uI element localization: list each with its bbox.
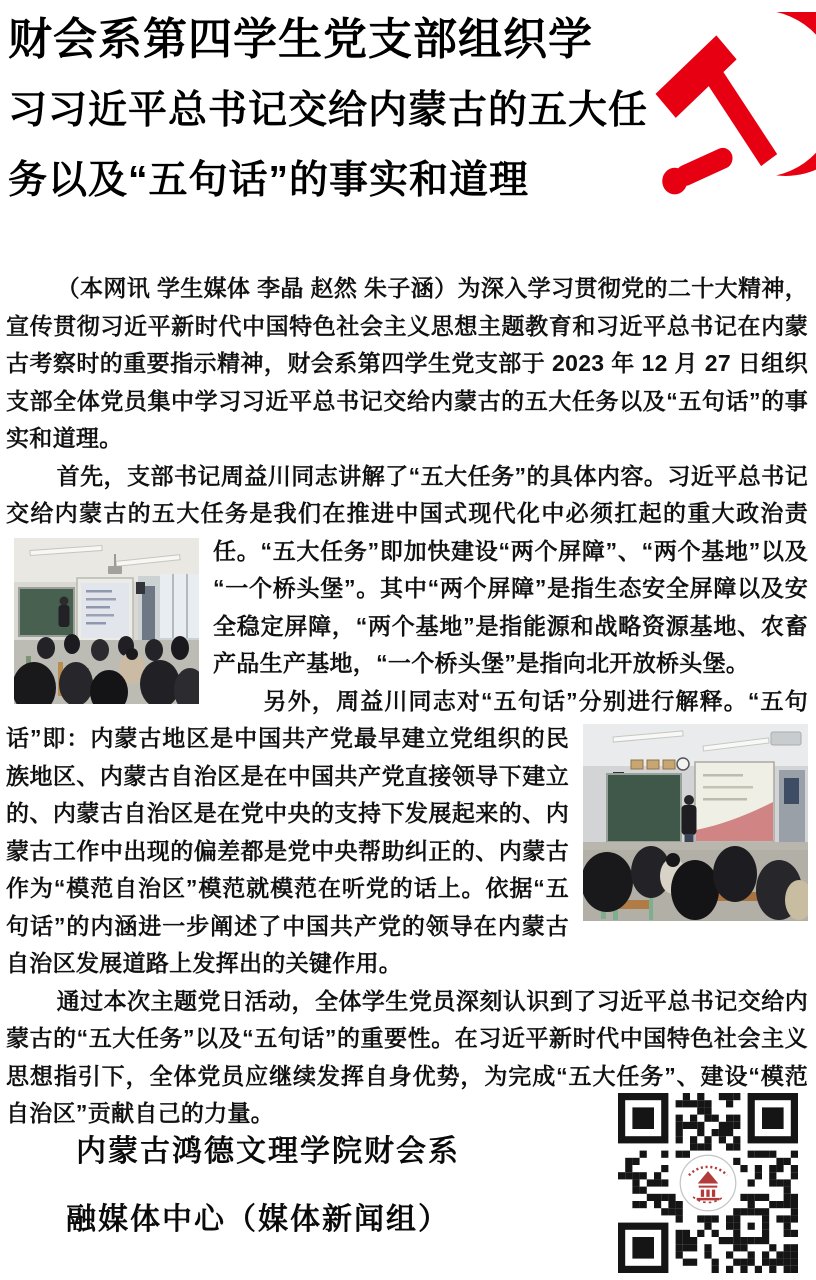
title-line-3: 务以及“五句话”的事实和道理: [8, 159, 530, 202]
paragraph-3-text-intro: 另外，周益川同志对“五句话”分别进行解释。“五句: [263, 687, 808, 714]
paragraph-2: [6, 458, 808, 683]
title-line-2: 习习近平总书记交给内蒙古的五大任: [8, 89, 649, 132]
classroom-photo-1: [14, 538, 199, 704]
paragraph-2-text-rest: 责任。“五大任务”即加快建设“两个屏障”、“两个基地”以及“一个桥头堡”。其中“两个屏障”是指生态安全屏障以及安全稳定屏障，“两个基地”是指能源和战略资源基地、农畜产品生产基地，“一个桥头堡”是指向北开放桥头堡。: [213, 500, 808, 676]
footer-department: 内蒙古鸿德文理学院财会系: [76, 1135, 460, 1168]
page-title: [8, 4, 648, 216]
paragraph-1-text: （本网讯 学生媒体 李晶 赵然 朱子涵）为深入学习贯彻党的二十大精神，宣传贯彻习近平新时代中国特色社会主义思想主题教育和习近平总书记在内蒙古考察时的重要指示精神，财会系第四学生党支部于 2023 年 12 月 27 日组织支部全体党员集中学习习近平总书记交给内蒙古的五大任务以及“五句话”的事实和道理。: [6, 275, 808, 451]
qr-code: [618, 1093, 798, 1273]
paragraph-3: [6, 683, 808, 983]
paragraph-2-text-intro: 首先，支部书记周益川同志讲解了“五大任务”的具体内容。习近平总书记交给内蒙古的五大任务是我们在推进中国式现代化中必须扛起的重大政治: [6, 462, 808, 526]
classroom-photo-2: [583, 724, 808, 921]
cpc-hammer-and-sickle-icon: [648, 12, 816, 207]
footer-media-center: 融媒体中心（媒体新闻组）: [66, 1203, 450, 1236]
article-body: [0, 216, 816, 1133]
header: [0, 0, 816, 216]
title-line-1: 财会系第四学生党支部组织学: [8, 15, 593, 64]
paragraph-3-text-rest: 话”即：内蒙古地区是中国共产党最早建立党组织的民族地区、内蒙古自治区是在中国共产党直接领导下建立的、内蒙古自治区是在党中央的支持下发展起来的、内蒙古工作中出现的偏差都是党中央帮助纠正的、内蒙古作为“模范自治区”模范就模范在听党的话上。依据“五句话”的内涵进一步阐述了中国共产党的领导在内蒙古自治区发展道路上发挥出的关键作用。: [6, 725, 569, 976]
paragraph-1: [6, 270, 808, 458]
paragraph-4-text: 通过本次主题党日活动，全体学生党员深刻认识到了习近平总书记交给内蒙古的“五大任务”以及“五句话”的重要性。在习近平新时代中国特色社会主义思想指引下，全体党员应继续发挥自身优势，为完成“五大任务”、建设“模范自治区”贡献自己的力量。: [6, 987, 808, 1126]
